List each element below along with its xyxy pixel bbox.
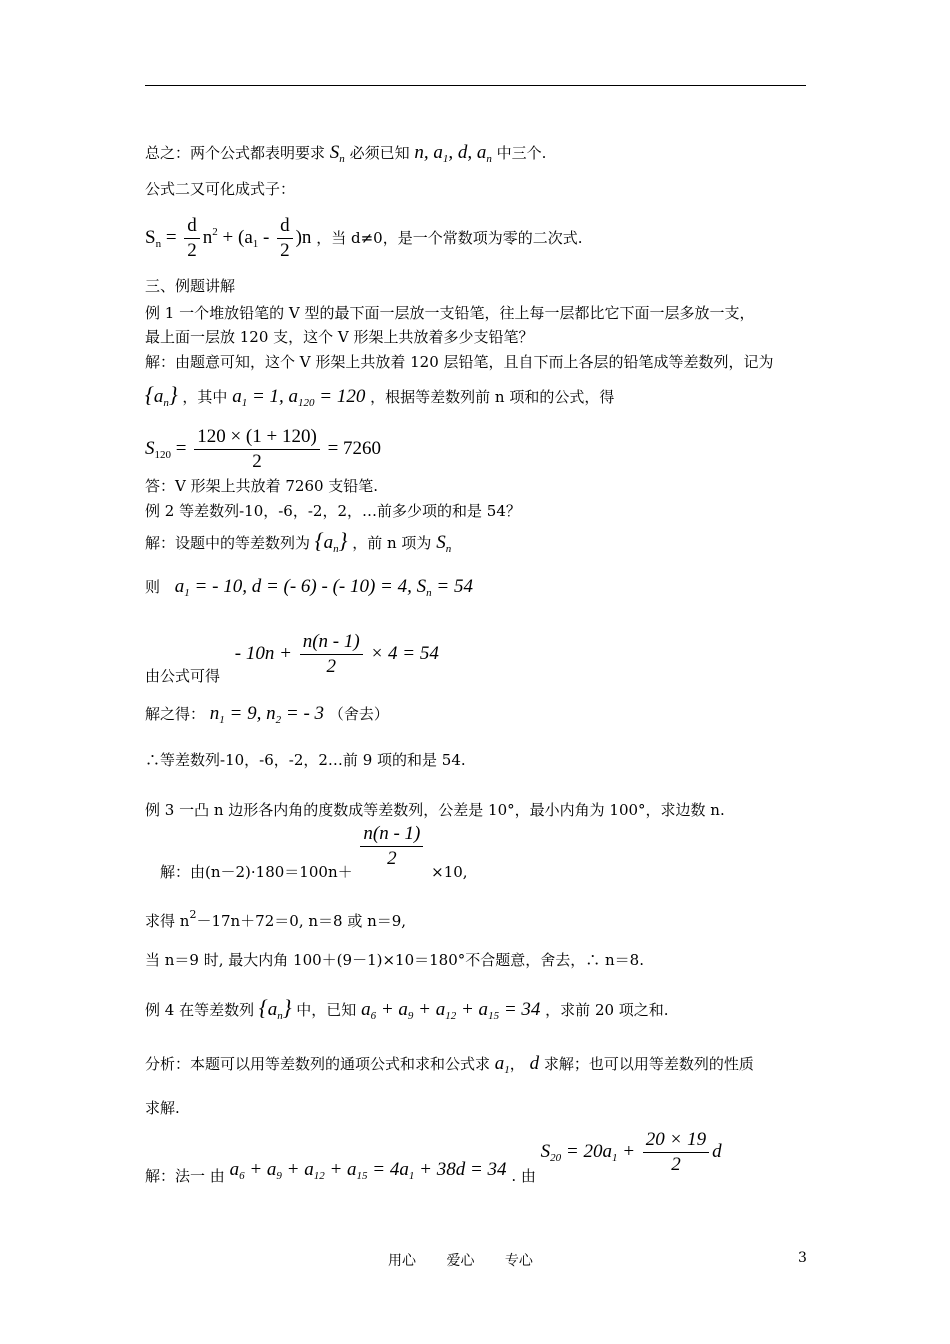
paragraph-summary xyxy=(145,143,546,169)
footer-text: 爱心 xyxy=(446,1253,475,1269)
paragraph-analysis: 分析：本题可以用等差数列的通项公式和求和公式求 $a_1$， d 求解；也可以用等差数列的性质 xyxy=(145,1053,754,1076)
paragraph-ex2-then: 则 $a_1$ = - 10, d = (- 6) - (- 10) = 4, $S_n = 54$ xyxy=(145,576,473,599)
math-known-vars: n, $a_1$, d, $a_n$ xyxy=(414,142,492,165)
section-heading: 三、例题讲解 xyxy=(145,277,236,295)
paragraph-ex4: 例 4 在等差数列 $\{a_n\}$ 中，已知 $a_6 + a_9 + a_{12} + a_{15} = 34$ ，求前 20 项之和. xyxy=(145,995,669,1022)
paragraph-a1-a120: $\{a_n\}$ ，其中 $a_1 = 1$, $a_{120} = 120$ ，根据等差数列前 n 项和的公式，得 xyxy=(145,382,615,409)
paragraph: 当 n＝9 时, 最大内角 100＋(9－1)×10＝180°不合题意，舍去，∴ n＝8. xyxy=(145,951,644,969)
paragraph-ex2-formula: 由公式可得 - 10n + $\frac{n(n - 1)}{2}$ × 4 = 54 xyxy=(145,631,439,685)
paragraph: 最上面一层放 120 支，这个 V 形架上共放着多少支铅笔？ xyxy=(145,328,534,346)
paragraph-ex3-result: 求得 $n^2-17n+72=0$, n＝8 或 n＝9, xyxy=(145,908,407,930)
math-Sn: $S_n$ xyxy=(329,142,345,165)
paragraph: ∴等差数列-10，-6，-2，2…前 9 项的和是 54. xyxy=(145,751,466,769)
paragraph-ex4-method1: 解：法一 由 $a_6 + a_9 + a_{12} + a_{15} = 4a_1 + 38d = 34$ . 由 $S_{20} = 20a_1$ + $\frac{20 \times 19}{2}$ d xyxy=(145,1129,722,1185)
formula-s120: $S_{120}$ = $\frac{120 \times (1 + 120)}{2}$ = 7260 xyxy=(145,426,382,472)
paragraph: 求解. xyxy=(145,1099,180,1117)
paragraph-ex2-solution: 解之得： $n_1 = 9$, $n_2$ = - 3 （舍去） xyxy=(145,703,389,726)
paragraph-ex3-solution: 解：由(n－2)·180＝100n＋ $\frac{n(n - 1)}{2}$ ×10, xyxy=(160,823,468,881)
footer-text: 用心 xyxy=(388,1253,416,1269)
header-rule xyxy=(145,85,806,86)
page-number: 3 xyxy=(798,1250,807,1266)
page-footer xyxy=(388,1250,559,1270)
paragraph: 例 3 一凸 n 边形各内角的度数成等差数列，公差是 10°，最小内角为 100°，求边数 n. xyxy=(145,801,725,819)
text: 总之：两个公式都表明要求 xyxy=(145,144,326,162)
paragraph-ex2-setup: 解：设题中的等差数列为 $\{a_n\}$ ，前 n 项为 $S_n$ xyxy=(145,528,452,555)
footer-text: 专心 xyxy=(504,1253,533,1269)
text: 中三个. xyxy=(496,144,547,162)
paragraph: 答：V 形架上共放着 7260 支铅笔. xyxy=(145,477,379,495)
paragraph: 解：由题意可知，这个 V 形架上共放着 120 层铅笔，且自下而上各层的铅笔成等差数列，记为 xyxy=(145,353,774,371)
paragraph: 例 1 一个堆放铅笔的 V 型的最下面一层放一支铅笔，往上每一层都比它下面一层多放一支， xyxy=(145,304,755,322)
text: 必须已知 xyxy=(349,144,410,162)
paragraph: 例 2 等差数列-10，-6，-2，2，…前多少项的和是 54？ xyxy=(145,502,521,520)
formula-sn-quadratic: $S_n$ = $\frac{d}{2}$ $n^2 + (a_1$ - $\frac{d}{2}$ )n ，当 d≠0，是一个常数项为零的二次式. xyxy=(145,215,583,261)
paragraph: 公式二又可化成式子： xyxy=(145,180,296,198)
